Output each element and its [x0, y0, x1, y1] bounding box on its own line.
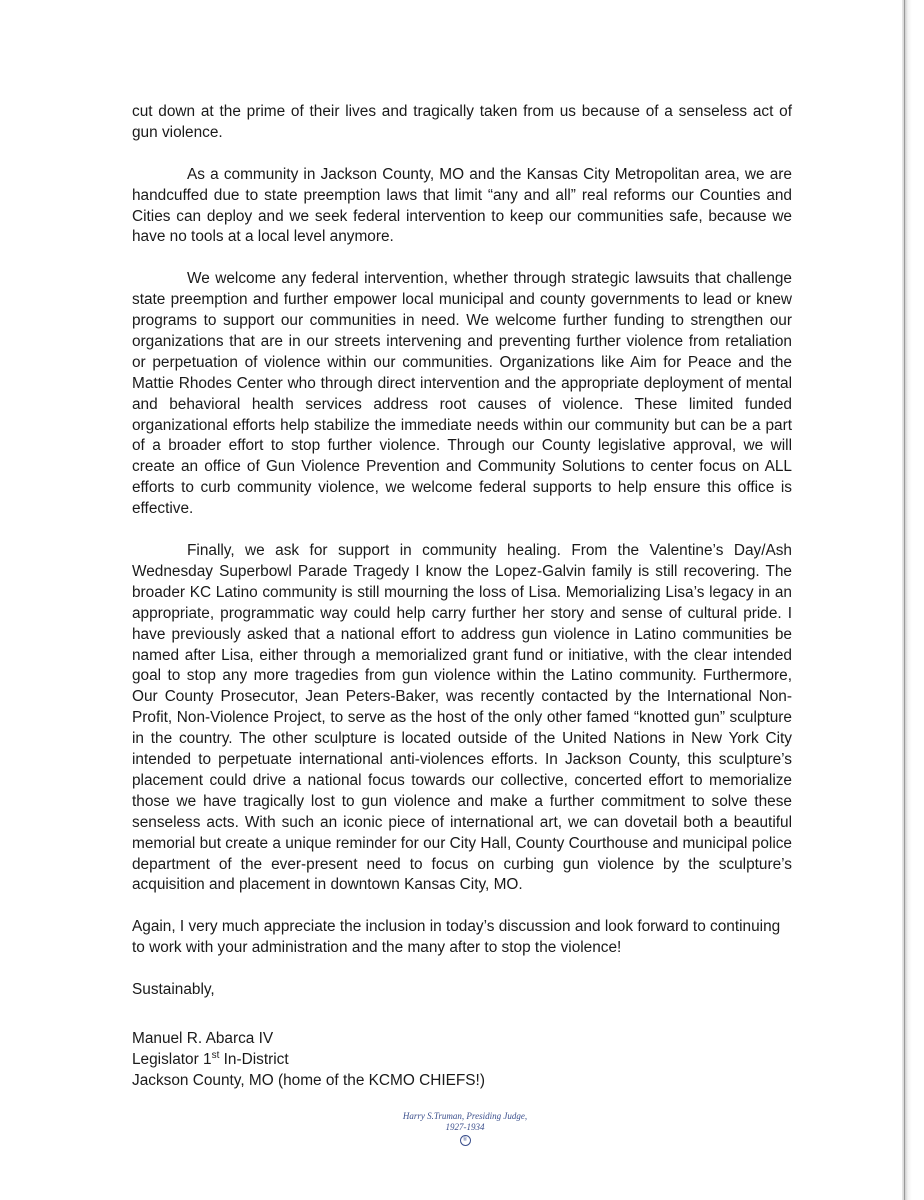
letterhead-footer [330, 1111, 600, 1146]
scan-edge [902, 0, 924, 1200]
signer-title-suffix: In-District [219, 1051, 289, 1068]
paragraph-preemption: As a community in Jackson County, MO and the Kansas City Metropolitan area, we are handcuffed due to state preemption laws that limit “any and all” real reforms our Counties and Cities can deploy and we seek federal intervention to keep our communities safe, because we have no tools at a local level anymore. [132, 165, 792, 246]
signature-block [132, 1028, 485, 1091]
signer-location: Jackson County, MO (home of the KCMO CHIEFS!) [132, 1072, 485, 1089]
letter-body [132, 102, 792, 1022]
footer-line-1: Harry S.Truman, Presiding Judge, [402, 1111, 528, 1121]
paragraph-continuation: cut down at the prime of their lives and tragically taken from us because of a senseless act of gun violence. [132, 103, 792, 141]
signer-name: Manuel R. Abarca IV [132, 1030, 274, 1047]
closing-salutation: Sustainably, [132, 980, 215, 998]
paragraph-federal-intervention: We welcome any federal intervention, whether through strategic lawsuits that challenge state preemption and further empower local municipal and county governments to lead or knew programs to support our communities in need. We welcome further funding to strengthen our organizations that are in our streets intervening and preventing further violence from retaliation or perpetuation of violence within our communities. Organizations like Aim for Peace and the Mattie Rhodes Center who through direct intervention and the appropriate deployment of mental and behavioral health services address root causes of violence. These limited funded organizational efforts help stabilize the immediate needs within our community but can be a part of a broader effort to stop further violence. Through our County legislative approval, we will create an office of Gun Violence Prevention and Community Solutions to center focus on ALL efforts to curb community violence, we welcome federal supports to help ensure this office is effective. [132, 270, 792, 518]
footer-line-2: 1927-1934 [445, 1122, 485, 1132]
signer-title-superscript: st [211, 1049, 220, 1061]
registered-mark-icon: ® [460, 1135, 471, 1146]
signer-title [132, 1049, 485, 1070]
paragraph-appreciation: Again, I very much appreciate the inclusion in today’s discussion and look forward to continuing to work with your administration and the many after to stop the violence! [132, 918, 781, 957]
paragraph-community-healing: Finally, we ask for support in community healing. From the Valentine’s Day/Ash Wednesday Superbowl Parade Tragedy I know the Lopez-Galvin family is still recovering. The broader KC Latino community is still mourning the loss of Lisa. Memorializing Lisa’s legacy in an appropriate, programmatic way could help carry further her story and sense of cultural pride. I have previously asked that a national effort to address gun violence in Latino communities be named after Lisa, either through a memorialized grant fund or initiative, with the clear intended goal to stop any more tragedies from gun violence within the Latino community. Furthermore, Our County Prosecutor, Jean Peters-Baker, was recently contacted by the International Non-Profit, Non-Violence Project, to serve as the host of the only other famed “knotted gun” sculpture in the country. The other sculpture is located outside of the United Nations in New York City intended to perpetuate international anti-violences efforts. In Jackson County, this sculpture’s placement could drive a national focus towards our collective, concerted effort to memorialize those we have tragically lost to gun violence and make a further commitment to solve these senseless acts. With such an iconic piece of international art, we can dovetail both a beautiful memorial but create a unique reminder for our City Hall, County Courthouse and municipal police department of the ever-present need to focus on curbing gun violence by the sculpture’s acquisition and placement in downtown Kansas City, MO. [132, 541, 792, 894]
signer-title-prefix: Legislator 1 [132, 1051, 212, 1068]
